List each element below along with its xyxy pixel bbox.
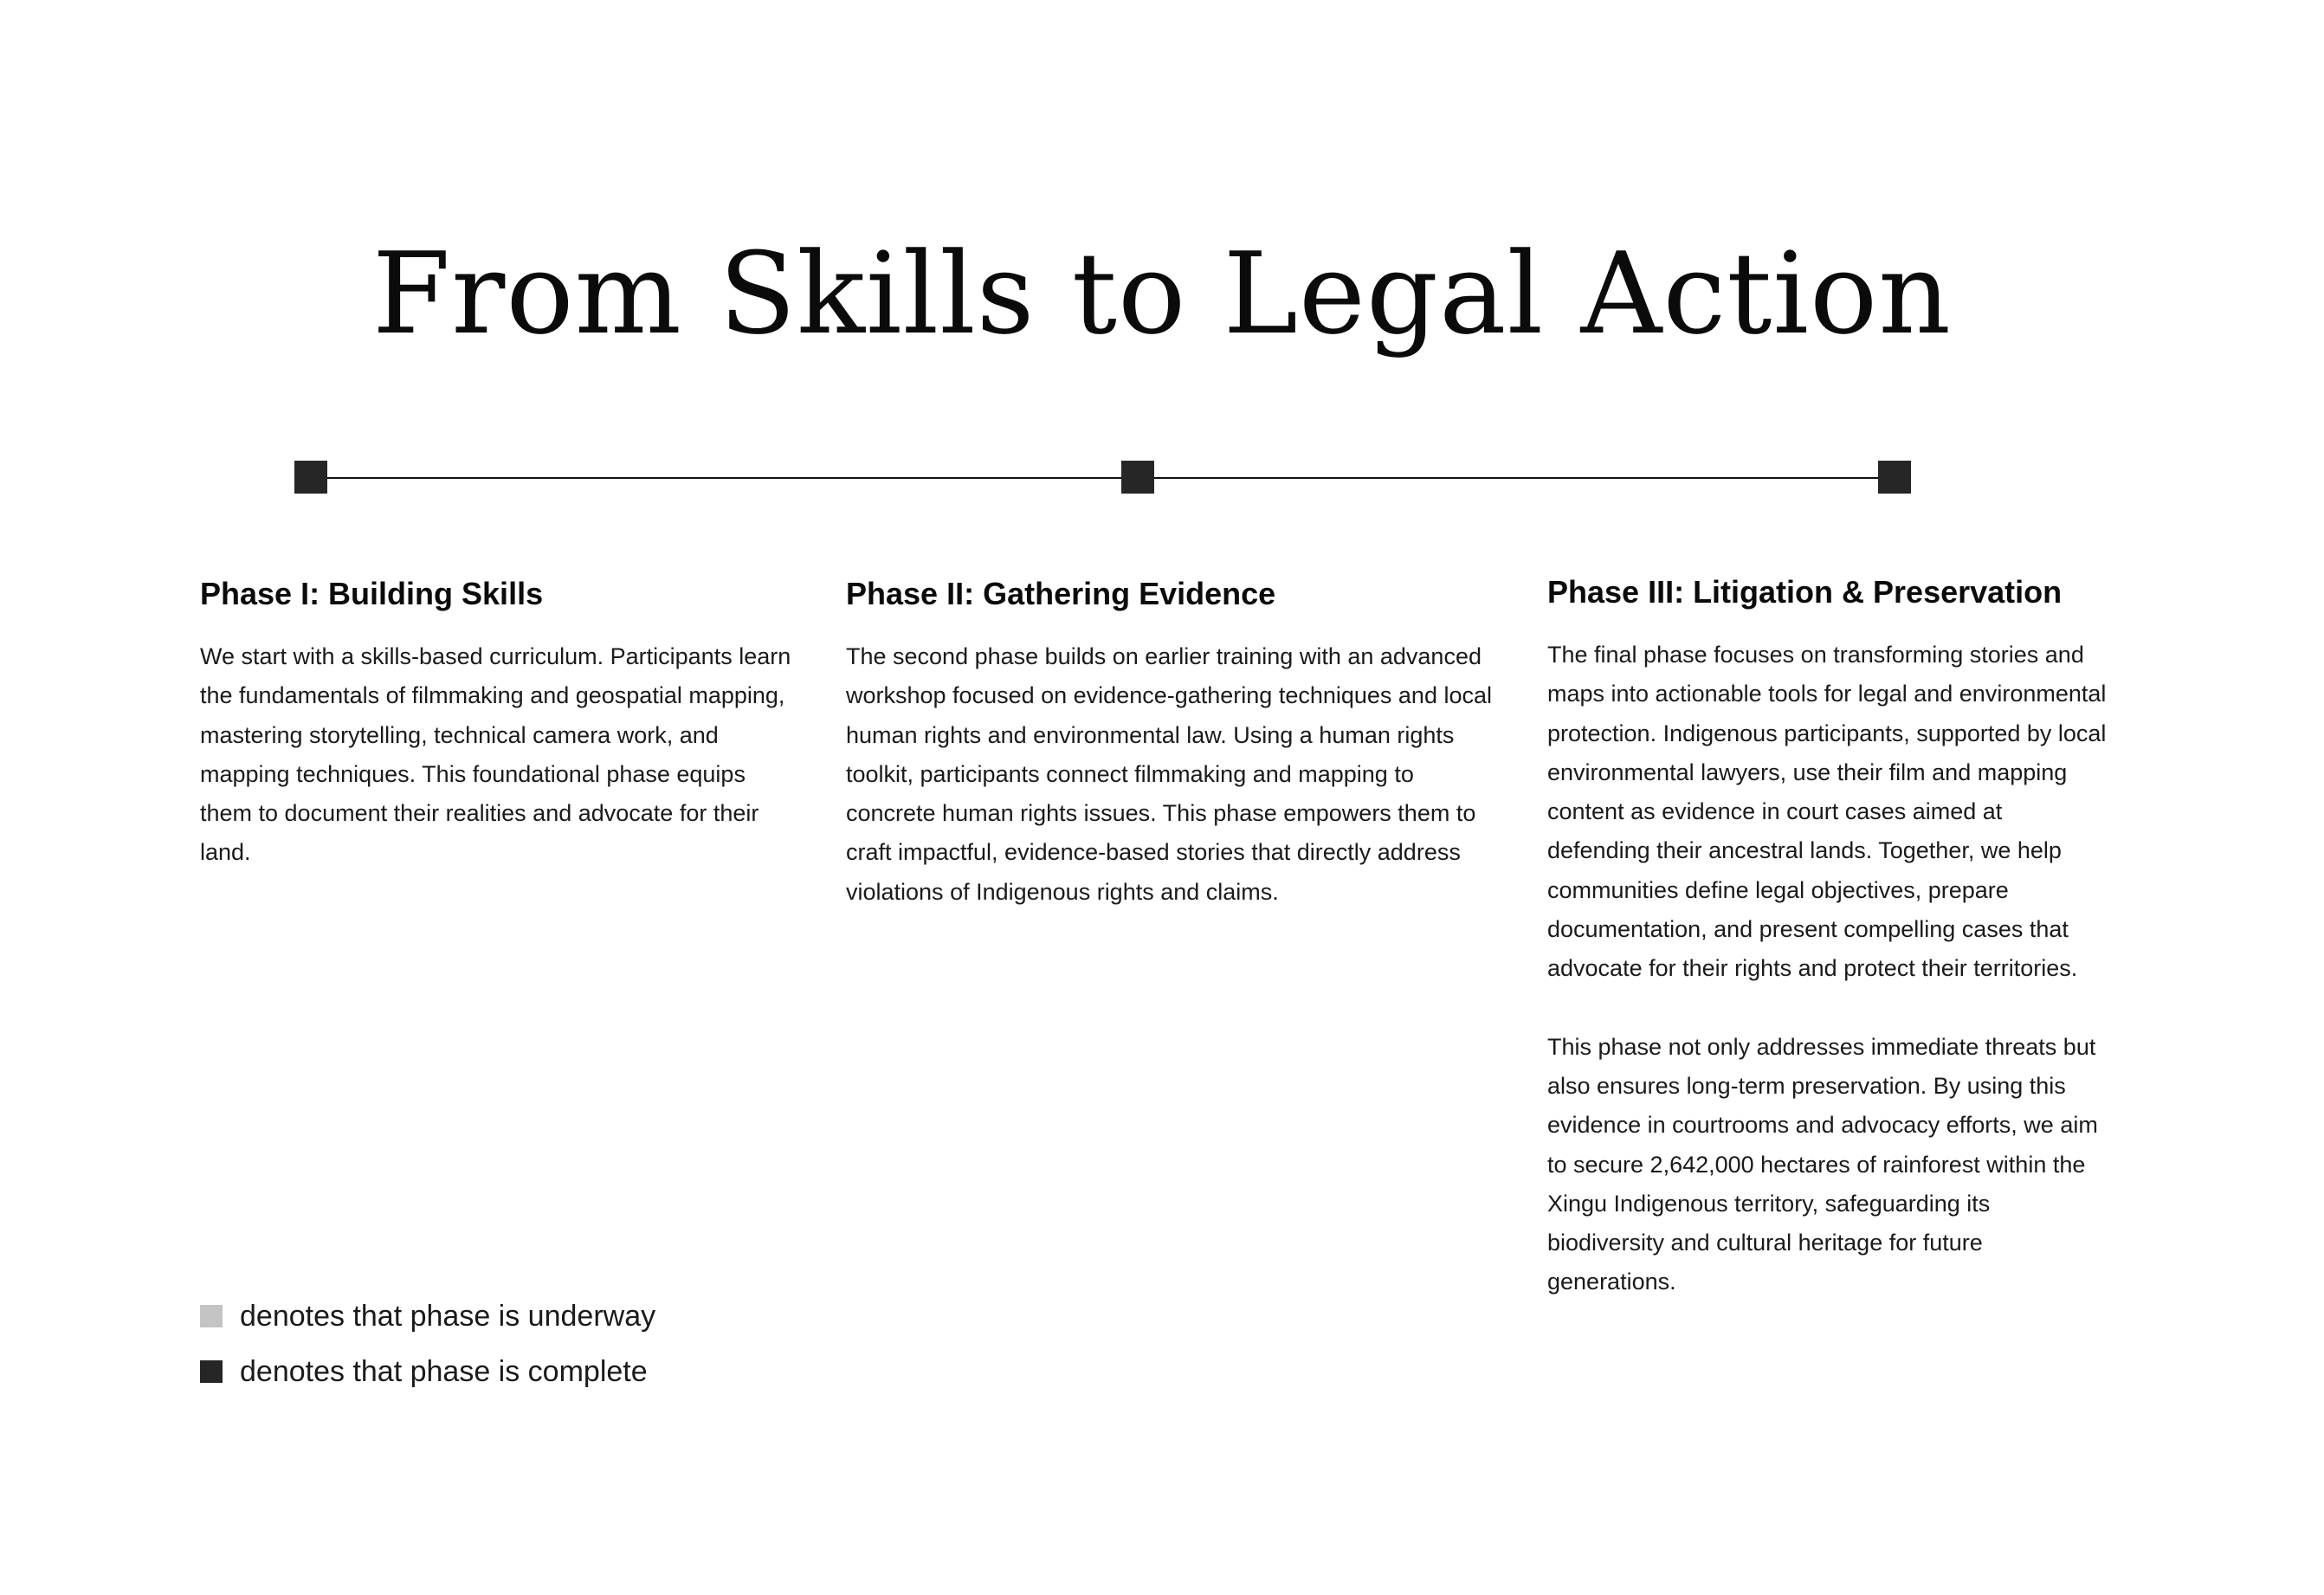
legend-complete-label: denotes that phase is complete: [240, 1354, 648, 1388]
phase-1-paragraph: We start with a skills-based curriculum. Participants learn the fundamentals of filmmaking and geospatial mapping, mastering storytelling, technical camera work, and mapping techniques. This foundational phase equips them to document their realities and advocate for their land.: [200, 643, 791, 866]
phase-timeline: [294, 461, 1914, 495]
phase-2-section: [846, 571, 1504, 912]
phase-3-section: [1547, 570, 2110, 1302]
timeline-line: [310, 477, 1898, 479]
phase-1-section: [200, 571, 797, 873]
phase-3-heading: Phase III: Litigation & Preservation: [1547, 574, 2063, 610]
timeline-marker-phase-2: [1121, 461, 1154, 494]
phase-1-heading: Phase I: Building Skills: [200, 576, 544, 611]
page-title: From Skills to Legal Action: [371, 228, 1953, 359]
timeline-marker-phase-3: [1878, 461, 1911, 494]
underway-swatch: [200, 1305, 223, 1327]
phase-2-paragraph: The second phase builds on earlier training with an advanced workshop focused on evidence-gathering techniques and local human rights and environmental law. Using a human rights toolkit, participants connect filmmaking and mapping to concrete human rights issues. This phase empowers them to craft impactful, evidence-based stories that directly address violations of Indigenous rights and claims.: [846, 643, 1492, 905]
phase-3-paragraph-2: This phase not only addresses immediate threats but also ensures long-term preservation. By using this evidence in courtrooms and advocacy efforts, we aim to secure 2,642,000 hectares of rainforest within the Xingu Indigenous territory, safeguarding its biodiversity and cultural heritage for future generations.: [1547, 1033, 2098, 1295]
phase-3-paragraph-1: The final phase focuses on transforming stories and maps into actionable tools for legal and environmental protection. Indigenous participants, supported by local environmental lawyers, use their film and mapping content as evidence in court cases aimed at defending their ancestral lands. Together, we help communities define legal objectives, prepare documentation, and present compelling cases that advocate for their rights and protect their territories.: [1547, 642, 2107, 982]
legend-item-underway: [200, 1288, 655, 1344]
legend: [200, 1288, 655, 1399]
timeline-marker-phase-1: [294, 461, 327, 494]
phase-2-heading: Phase II: Gathering Evidence: [846, 576, 1276, 611]
legend-underway-label: denotes that phase is underway: [240, 1299, 656, 1333]
legend-item-complete: [200, 1344, 655, 1399]
complete-swatch: [200, 1360, 223, 1383]
